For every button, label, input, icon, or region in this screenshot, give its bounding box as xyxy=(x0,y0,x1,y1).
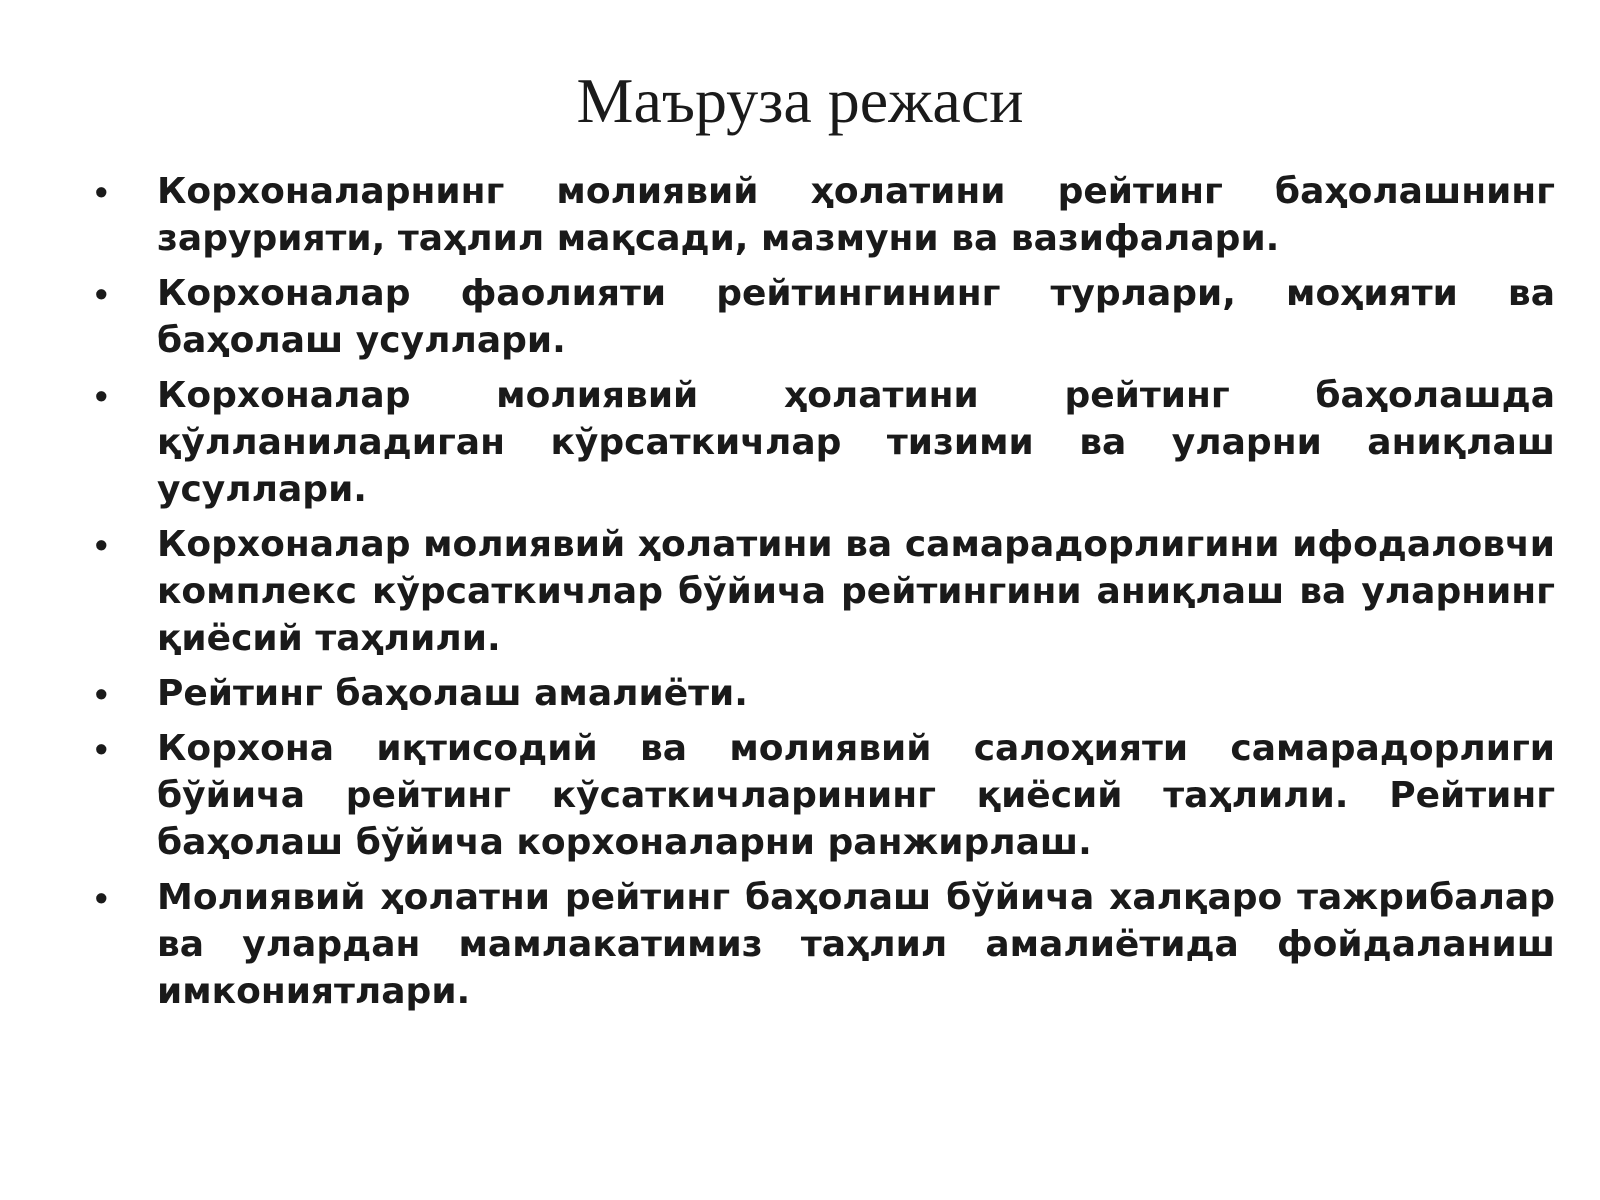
bullet-icon: • xyxy=(95,171,108,212)
list-item xyxy=(95,874,1555,1015)
bullet-icon: • xyxy=(95,728,108,769)
slide-title: Маъруза режаси xyxy=(576,65,1024,136)
bullet-icon: • xyxy=(95,375,108,416)
list-item xyxy=(95,168,1555,262)
lecture-plan-list xyxy=(95,168,1555,1023)
bullet-icon: • xyxy=(95,273,108,314)
list-item xyxy=(95,521,1555,662)
bullet-icon: • xyxy=(95,673,108,714)
bullet-icon: • xyxy=(95,877,108,918)
list-item-text: Корхоналар молиявий ҳолатини ва самарадорлигини ифодаловчи комплекс кўрсаткичлар бўйича рейтингини аниқлаш ва уларнинг қиёсий таҳлили. xyxy=(157,524,1555,659)
list-item-text: Молиявий ҳолатни рейтинг баҳолаш бўйича халқаро тажрибалар ва улардан мамлакатимиз таҳлил амалиётида фойдаланиш имкониятлари. xyxy=(157,877,1555,1012)
list-item-text: Корхона иқтисодий ва молиявий салоҳияти самарадорлиги бўйича рейтинг кўсаткичларининг қиёсий таҳлили. Рейтинг баҳолаш бўйича корхоналарни ранжирлаш. xyxy=(157,728,1555,863)
list-item xyxy=(95,670,1555,717)
list-item-text: Рейтинг баҳолаш амалиёти. xyxy=(157,673,748,714)
list-item xyxy=(95,372,1555,513)
list-item xyxy=(95,725,1555,866)
bullet-icon: • xyxy=(95,524,108,565)
list-item-text: Корхоналарнинг молиявий ҳолатини рейтинг баҳолашнинг зарурияти, таҳлил мақсади, мазмуни ва вазифалари. xyxy=(157,171,1555,259)
list-item-text: Корхоналар фаолияти рейтингининг турлари, моҳияти ва баҳолаш усуллари. xyxy=(157,273,1555,361)
list-item xyxy=(95,270,1555,364)
list-item-text: Корхоналар молиявий ҳолатини рейтинг баҳолашда қўлланиладиган кўрсаткичлар тизими ва уларни аниқлаш усуллари. xyxy=(157,375,1555,510)
